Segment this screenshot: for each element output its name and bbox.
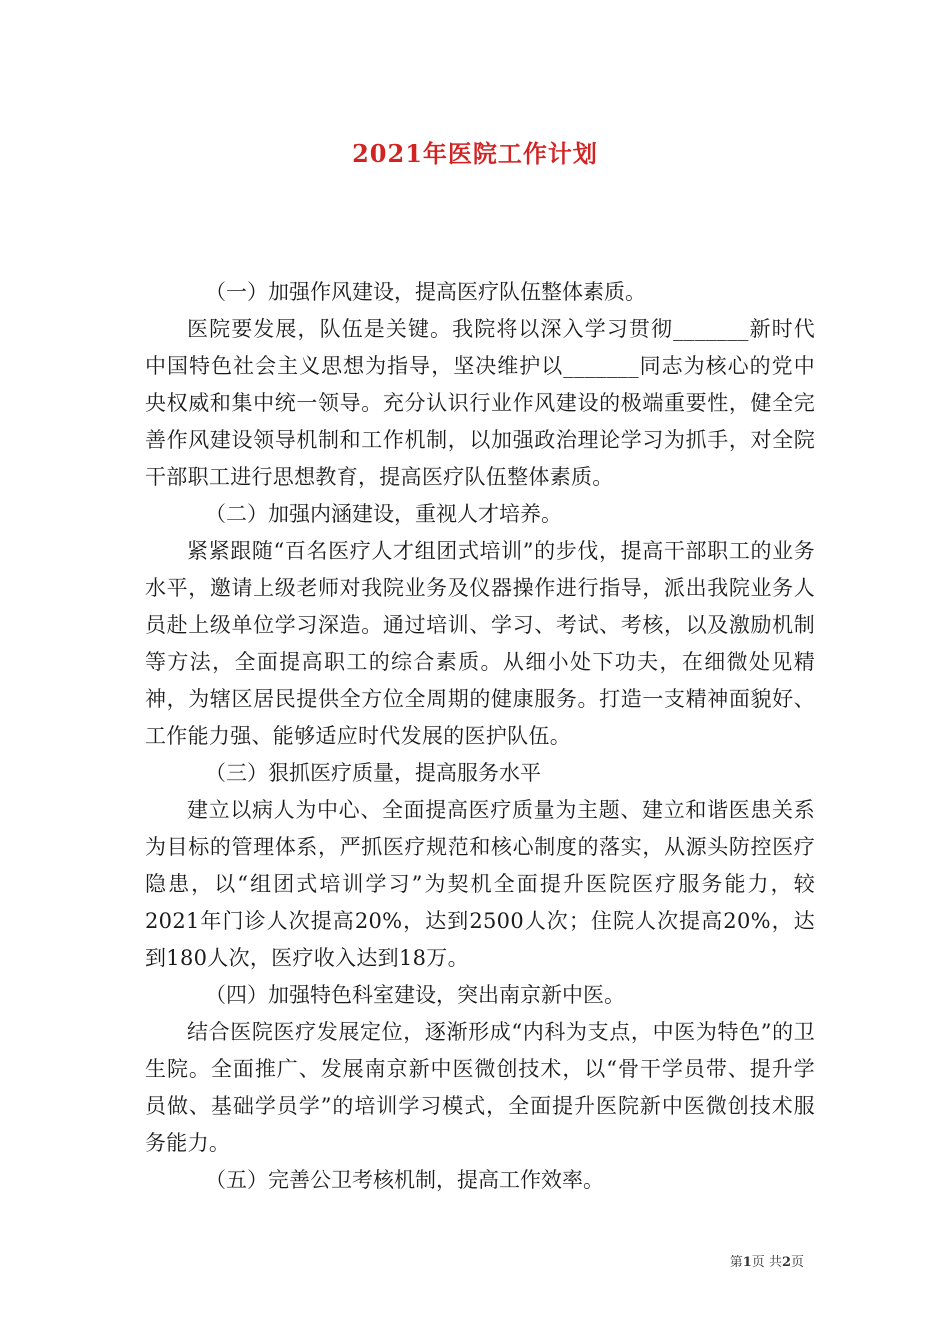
document-body xyxy=(145,274,815,1199)
section-body-1: 医院要发展，队伍是关键。我院将以深入学习贯彻_______新时代中国特色社会主义思想为指导，坚决维护以_______同志为核心的党中央权威和集中统一领导。充分认识行业作风建设的极端重要性，健全完善作风建设领导机制和工作机制，以加强政治理论学习为抓手，对全院干部职工进行思想教育，提高医疗队伍整体素质。 xyxy=(145,317,815,489)
footer-total-pages: 2 xyxy=(781,1255,791,1270)
footer-middle: 页 共 xyxy=(751,1255,782,1270)
section-body-2: 紧紧跟随“百名医疗人才组团式培训”的步伐，提高干部职工的业务水平，邀请上级老师对我院业务及仪器操作进行指导，派出我院业务人员赴上级单位学习深造。通过培训、学习、考试、考核，以及激励机制等方法，全面提高职工的综合素质。从细小处下功夫，在细微处见精神，为辖区居民提供全方位全周期的健康服务。打造一支精神面貌好、工作能力强、能够适应时代发展的医护队伍。 xyxy=(145,539,815,748)
footer-prefix: 第 xyxy=(729,1255,743,1270)
section-heading-5: （五）完善公卫考核机制，提高工作效率。 xyxy=(205,1168,604,1192)
section-heading-2: （二）加强内涵建设，重视人才培养。 xyxy=(205,502,562,526)
section-heading-3: （三）狠抓医疗质量，提高服务水平 xyxy=(205,761,541,785)
section-heading-4: （四）加强特色科室建设，突出南京新中医。 xyxy=(205,983,625,1007)
footer-current-page: 1 xyxy=(742,1255,752,1270)
section-body-3: 建立以病人为中心、全面提高医疗质量为主题、建立和谐医患关系为目标的管理体系，严抓医疗规范和核心制度的落实，从源头防控医疗隐患，以“组团式培训学习”为契机全面提升医院医疗服务能力，较2021年门诊人次提高20%，达到2500人次；住院人次提高20%，达到180人次，医疗收入达到18万。 xyxy=(145,798,815,970)
section-body-4: 结合医院医疗发展定位，逐渐形成“内科为支点，中医为特色”的卫生院。全面推广、发展南京新中医微创技术，以“骨干学员带、提升学员做、基础学员学”的培训学习模式，全面提升医院新中医微创技术服务能力。 xyxy=(145,1020,815,1155)
section-heading-1: （一）加强作风建设，提高医疗队伍整体素质。 xyxy=(205,280,646,304)
document-title: 2021年医院工作计划 xyxy=(352,139,598,168)
footer-suffix: 页 xyxy=(790,1255,804,1270)
page-footer xyxy=(730,1251,804,1270)
